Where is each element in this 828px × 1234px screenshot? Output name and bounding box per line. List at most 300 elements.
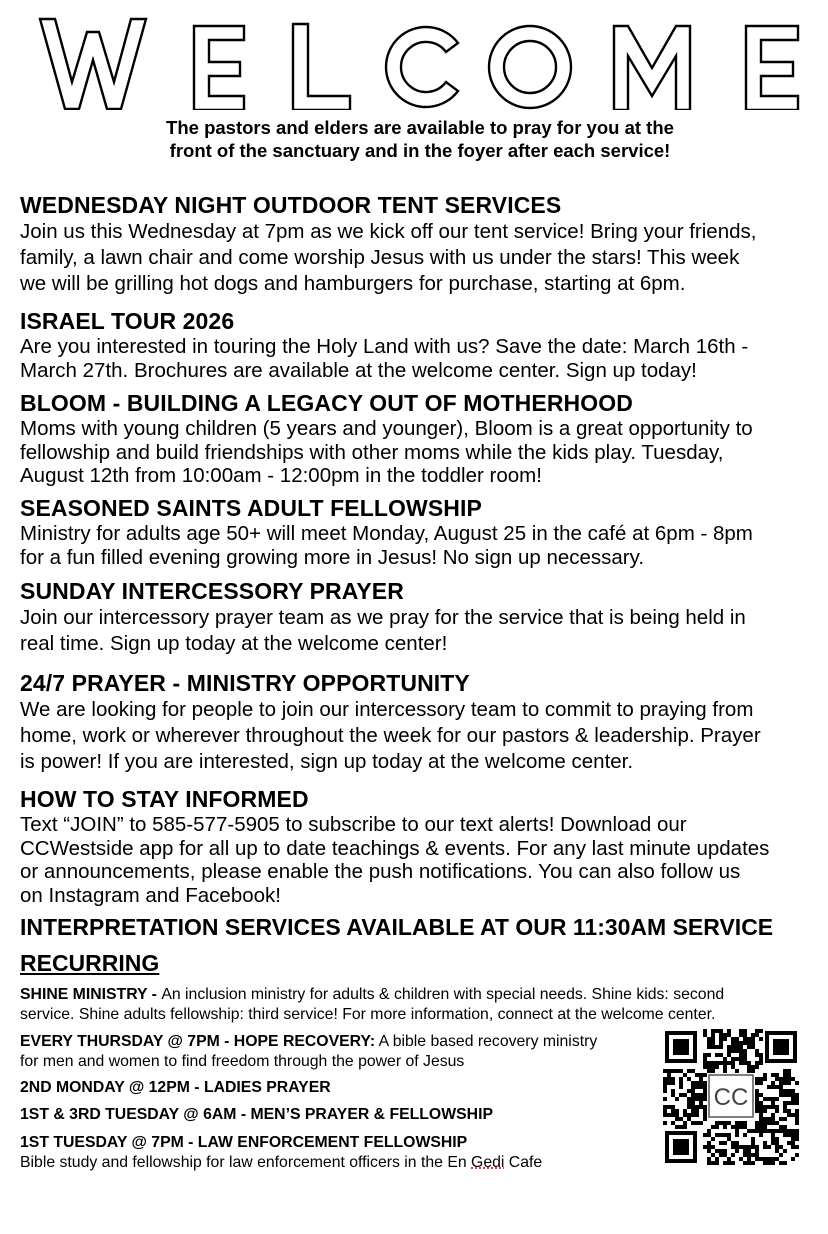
qr-module bbox=[711, 1069, 715, 1073]
qr-module bbox=[791, 1101, 795, 1105]
qr-module bbox=[759, 1109, 763, 1113]
qr-module bbox=[787, 1093, 791, 1097]
qr-module bbox=[759, 1093, 763, 1097]
qr-module bbox=[759, 1129, 763, 1133]
qr-module bbox=[719, 1061, 723, 1065]
law-text-a: Bible study and fellowship for law enforcement officers in the En bbox=[20, 1154, 472, 1171]
qr-module bbox=[723, 1141, 727, 1145]
shine-ministry bbox=[20, 985, 820, 1025]
qr-module bbox=[787, 1129, 791, 1133]
qr-module bbox=[787, 1101, 791, 1105]
qr-module bbox=[795, 1145, 799, 1149]
qr-module bbox=[667, 1081, 671, 1085]
qr-module bbox=[767, 1117, 771, 1121]
qr-module bbox=[727, 1045, 731, 1049]
ladies-prayer-label: 2ND MONDAY @ 12PM - LADIES PRAYER bbox=[20, 1079, 331, 1096]
qr-module bbox=[747, 1153, 751, 1157]
letter-e-2 bbox=[746, 26, 798, 110]
qr-finder-top-right bbox=[765, 1031, 797, 1063]
qr-module bbox=[703, 1061, 707, 1065]
qr-module bbox=[723, 1121, 727, 1125]
qr-module bbox=[791, 1077, 795, 1081]
qr-module bbox=[707, 1045, 711, 1049]
qr-module bbox=[775, 1145, 779, 1149]
qr-module bbox=[731, 1049, 735, 1053]
qr-module bbox=[743, 1029, 747, 1033]
qr-module bbox=[775, 1141, 779, 1145]
qr-module bbox=[763, 1097, 767, 1101]
qr-module bbox=[783, 1077, 787, 1081]
qr-module bbox=[719, 1053, 723, 1057]
qr-module bbox=[775, 1085, 779, 1089]
section-title: BLOOM - BUILDING A LEGACY OUT OF MOTHERHOOD bbox=[20, 390, 633, 416]
qr-module bbox=[727, 1029, 731, 1033]
qr-module bbox=[735, 1145, 739, 1149]
qr-module bbox=[783, 1117, 787, 1121]
qr-module bbox=[779, 1129, 783, 1133]
qr-module bbox=[699, 1073, 703, 1077]
qr-module bbox=[759, 1037, 763, 1041]
qr-module bbox=[703, 1097, 707, 1101]
qr-module bbox=[739, 1145, 743, 1149]
qr-module bbox=[695, 1109, 699, 1113]
section-title: WEDNESDAY NIGHT OUTDOOR TENT SERVICES bbox=[20, 192, 562, 218]
qr-module bbox=[663, 1121, 667, 1125]
qr-module bbox=[675, 1113, 679, 1117]
qr-module bbox=[695, 1073, 699, 1077]
qr-module bbox=[743, 1061, 747, 1065]
qr-module bbox=[783, 1105, 787, 1109]
qr-module bbox=[679, 1081, 683, 1085]
qr-module bbox=[727, 1133, 731, 1137]
qr-module bbox=[711, 1065, 715, 1069]
qr-module bbox=[763, 1141, 767, 1145]
qr-module bbox=[743, 1125, 747, 1129]
qr-module bbox=[687, 1113, 691, 1117]
qr-module bbox=[723, 1149, 727, 1153]
qr-module bbox=[783, 1081, 787, 1085]
law-label: 1ST TUESDAY @ 7PM - LAW ENFORCEMENT FELLOWSHIP bbox=[20, 1134, 468, 1151]
qr-module bbox=[739, 1045, 743, 1049]
qr-module bbox=[795, 1117, 799, 1121]
section-line: CCWestside app for all up to date teachings & events. For any last minute updates bbox=[20, 836, 770, 860]
qr-module bbox=[783, 1161, 787, 1165]
qr-module bbox=[751, 1153, 755, 1157]
qr-module bbox=[755, 1089, 759, 1093]
qr-module bbox=[695, 1085, 699, 1089]
qr-module bbox=[687, 1105, 691, 1109]
qr-module bbox=[791, 1089, 795, 1093]
qr-module bbox=[695, 1097, 699, 1101]
intro-line-1: The pastors and elders are available to pray for you at the bbox=[166, 117, 674, 138]
qr-module bbox=[719, 1149, 723, 1153]
qr-module bbox=[703, 1029, 707, 1033]
qr-module bbox=[771, 1141, 775, 1145]
qr-module bbox=[663, 1089, 667, 1093]
qr-module bbox=[771, 1133, 775, 1137]
qr-module bbox=[679, 1077, 683, 1081]
qr-module bbox=[671, 1113, 675, 1117]
qr-module bbox=[723, 1033, 727, 1037]
qr-module bbox=[751, 1065, 755, 1069]
qr-module bbox=[771, 1101, 775, 1105]
qr-module bbox=[703, 1089, 707, 1093]
qr-module bbox=[767, 1121, 771, 1125]
law-text-b: Gedi bbox=[471, 1154, 505, 1171]
qr-module bbox=[787, 1077, 791, 1081]
section-line: real time. Sign up today at the welcome center! bbox=[20, 632, 448, 655]
qr-module bbox=[703, 1133, 707, 1137]
qr-module bbox=[791, 1137, 795, 1141]
qr-module bbox=[691, 1121, 695, 1125]
letter-e bbox=[194, 26, 244, 110]
qr-module bbox=[775, 1149, 779, 1153]
qr-module bbox=[671, 1081, 675, 1085]
qr-finder-top-left bbox=[665, 1031, 697, 1063]
qr-module bbox=[739, 1057, 743, 1061]
qr-module bbox=[687, 1117, 691, 1121]
qr-module bbox=[763, 1145, 767, 1149]
qr-module bbox=[719, 1033, 723, 1037]
qr-module bbox=[711, 1029, 715, 1033]
qr-module bbox=[695, 1113, 699, 1117]
qr-module bbox=[675, 1109, 679, 1113]
qr-module bbox=[715, 1065, 719, 1069]
qr-module bbox=[767, 1129, 771, 1133]
qr-module bbox=[747, 1149, 751, 1153]
qr-module bbox=[783, 1101, 787, 1105]
qr-module bbox=[771, 1157, 775, 1161]
qr-module bbox=[719, 1141, 723, 1145]
qr-module bbox=[703, 1081, 707, 1085]
qr-module bbox=[691, 1089, 695, 1093]
qr-module bbox=[747, 1157, 751, 1161]
intro-text bbox=[0, 116, 828, 162]
qr-module bbox=[731, 1153, 735, 1157]
qr-module bbox=[759, 1077, 763, 1081]
qr-module bbox=[763, 1129, 767, 1133]
qr-module bbox=[679, 1069, 683, 1073]
qr-module bbox=[791, 1133, 795, 1137]
qr-module bbox=[675, 1117, 679, 1121]
qr-module bbox=[767, 1097, 771, 1101]
qr-module bbox=[723, 1037, 727, 1041]
qr-module bbox=[779, 1145, 783, 1149]
qr-module bbox=[755, 1101, 759, 1105]
qr-finder-bottom-left bbox=[665, 1131, 697, 1163]
qr-module bbox=[739, 1041, 743, 1045]
qr-module bbox=[755, 1081, 759, 1085]
qr-module bbox=[779, 1161, 783, 1165]
section-stay-informed bbox=[20, 785, 820, 907]
qr-module bbox=[779, 1153, 783, 1157]
hope-label: EVERY THURSDAY @ 7PM - HOPE RECOVERY: bbox=[20, 1033, 376, 1050]
qr-module bbox=[711, 1045, 715, 1049]
qr-module bbox=[763, 1109, 767, 1113]
qr-code[interactable] bbox=[663, 1029, 799, 1165]
qr-module bbox=[723, 1061, 727, 1065]
qr-module bbox=[707, 1053, 711, 1057]
section-line: Moms with young children (5 years and younger), Bloom is a great opportunity to bbox=[20, 417, 753, 440]
recurring-heading: RECURRING bbox=[20, 950, 160, 976]
interpretation-notice: INTERPRETATION SERVICES AVAILABLE AT OUR 11:30AM SERVICE bbox=[20, 914, 774, 940]
qr-module bbox=[739, 1121, 743, 1125]
qr-module bbox=[727, 1049, 731, 1053]
qr-module bbox=[687, 1097, 691, 1101]
qr-module bbox=[787, 1141, 791, 1145]
ladies-prayer bbox=[20, 1078, 331, 1098]
qr-module bbox=[751, 1045, 755, 1049]
qr-module bbox=[795, 1093, 799, 1097]
section-line: is power! If you are interested, sign up today at the welcome center. bbox=[20, 750, 634, 773]
section-line: Text “JOIN” to 585-577-5905 to subscribe to our text alerts! Download our bbox=[20, 813, 687, 836]
qr-module bbox=[751, 1129, 755, 1133]
qr-module bbox=[759, 1157, 763, 1161]
qr-module bbox=[763, 1125, 767, 1129]
qr-module bbox=[755, 1145, 759, 1149]
qr-module bbox=[707, 1061, 711, 1065]
qr-module bbox=[691, 1069, 695, 1073]
qr-module bbox=[771, 1113, 775, 1117]
qr-module bbox=[719, 1121, 723, 1125]
qr-module bbox=[743, 1057, 747, 1061]
qr-module bbox=[779, 1081, 783, 1085]
qr-module bbox=[739, 1125, 743, 1129]
qr-module bbox=[743, 1049, 747, 1053]
qr-module bbox=[731, 1145, 735, 1149]
shine-text: An inclusion ministry for adults & children with special needs. Shine kids: second bbox=[161, 986, 725, 1003]
qr-module bbox=[707, 1133, 711, 1137]
qr-module bbox=[691, 1105, 695, 1109]
qr-module bbox=[715, 1061, 719, 1065]
qr-module bbox=[775, 1129, 779, 1133]
qr-module bbox=[791, 1141, 795, 1145]
qr-module bbox=[711, 1161, 715, 1165]
qr-module bbox=[743, 1033, 747, 1037]
qr-module bbox=[783, 1149, 787, 1153]
qr-module bbox=[747, 1129, 751, 1133]
qr-module bbox=[711, 1137, 715, 1141]
qr-module bbox=[691, 1109, 695, 1113]
qr-module bbox=[703, 1117, 707, 1121]
qr-module bbox=[731, 1065, 735, 1069]
qr-module bbox=[751, 1141, 755, 1145]
section-title: ISRAEL TOUR 2026 bbox=[20, 308, 235, 334]
qr-module bbox=[731, 1041, 735, 1045]
qr-module bbox=[719, 1153, 723, 1157]
qr-module bbox=[711, 1041, 715, 1045]
section-intercessory-prayer bbox=[20, 577, 820, 657]
qr-module bbox=[787, 1073, 791, 1077]
qr-module bbox=[739, 1157, 743, 1161]
qr-module bbox=[755, 1149, 759, 1153]
qr-module bbox=[791, 1097, 795, 1101]
qr-module bbox=[735, 1125, 739, 1129]
qr-module bbox=[735, 1121, 739, 1125]
qr-module bbox=[719, 1029, 723, 1033]
section-line: Are you interested in touring the Holy Land with us? Save the date: March 16th - bbox=[20, 335, 749, 358]
qr-module bbox=[683, 1125, 687, 1129]
section-line: Join our intercessory prayer team as we pray for the service that is being held in bbox=[20, 606, 746, 629]
qr-module bbox=[767, 1085, 771, 1089]
qr-module bbox=[743, 1053, 747, 1057]
qr-module bbox=[743, 1145, 747, 1149]
qr-module bbox=[751, 1033, 755, 1037]
qr-module bbox=[771, 1137, 775, 1141]
qr-module bbox=[783, 1129, 787, 1133]
qr-module bbox=[743, 1041, 747, 1045]
qr-module bbox=[775, 1121, 779, 1125]
qr-module bbox=[779, 1125, 783, 1129]
qr-module bbox=[775, 1157, 779, 1161]
qr-module bbox=[755, 1061, 759, 1065]
qr-module bbox=[791, 1093, 795, 1097]
qr-module bbox=[699, 1097, 703, 1101]
qr-module bbox=[663, 1077, 667, 1081]
letter-m bbox=[614, 26, 690, 110]
qr-center-text: CC bbox=[713, 1084, 749, 1111]
qr-module bbox=[779, 1089, 783, 1093]
qr-module bbox=[787, 1113, 791, 1117]
qr-module bbox=[779, 1117, 783, 1121]
qr-module bbox=[667, 1069, 671, 1073]
qr-module bbox=[783, 1093, 787, 1097]
qr-module bbox=[795, 1137, 799, 1141]
qr-module bbox=[703, 1113, 707, 1117]
qr-module bbox=[679, 1085, 683, 1089]
qr-module bbox=[795, 1097, 799, 1101]
letter-c bbox=[386, 27, 458, 107]
section-seasoned-saints bbox=[20, 494, 820, 569]
qr-module bbox=[727, 1061, 731, 1065]
qr-module bbox=[707, 1041, 711, 1045]
qr-module bbox=[723, 1057, 727, 1061]
qr-module bbox=[791, 1145, 795, 1149]
qr-module bbox=[795, 1129, 799, 1133]
shine-text-2: service. Shine adults fellowship: third service! For more information, connect at the welcome center. bbox=[20, 1006, 716, 1023]
qr-module bbox=[731, 1061, 735, 1065]
qr-module bbox=[687, 1077, 691, 1081]
qr-module bbox=[667, 1113, 671, 1117]
qr-module bbox=[703, 1053, 707, 1057]
qr-module bbox=[751, 1137, 755, 1141]
qr-module bbox=[735, 1045, 739, 1049]
qr-module bbox=[727, 1033, 731, 1037]
qr-module bbox=[715, 1157, 719, 1161]
qr-module bbox=[671, 1093, 675, 1097]
qr-module bbox=[695, 1105, 699, 1109]
mens-prayer bbox=[20, 1105, 493, 1125]
qr-module bbox=[775, 1073, 779, 1077]
qr-module bbox=[699, 1121, 703, 1125]
qr-module bbox=[787, 1109, 791, 1113]
qr-module bbox=[683, 1121, 687, 1125]
qr-module bbox=[763, 1157, 767, 1161]
qr-module bbox=[771, 1117, 775, 1121]
qr-module bbox=[723, 1125, 727, 1129]
qr-module bbox=[735, 1069, 739, 1073]
qr-module bbox=[747, 1161, 751, 1165]
qr-module bbox=[699, 1105, 703, 1109]
qr-module bbox=[751, 1161, 755, 1165]
qr-module bbox=[723, 1161, 727, 1165]
qr-module bbox=[755, 1049, 759, 1053]
qr-module bbox=[735, 1129, 739, 1133]
section-line: or announcements, please enable the push notifications. You can also follow us bbox=[20, 860, 741, 883]
letter-o bbox=[489, 26, 571, 108]
qr-module bbox=[775, 1109, 779, 1113]
qr-module bbox=[731, 1057, 735, 1061]
qr-module bbox=[719, 1045, 723, 1049]
section-israel-tour bbox=[20, 307, 820, 382]
qr-module bbox=[739, 1029, 743, 1033]
qr-module bbox=[755, 1157, 759, 1161]
qr-module bbox=[767, 1145, 771, 1149]
qr-module bbox=[755, 1053, 759, 1057]
section-line: March 27th. Brochures are available at the welcome center. Sign up today! bbox=[20, 358, 697, 382]
section-line: home, work or wherever throughout the week for our pastors & leadership. Prayer bbox=[20, 724, 761, 747]
qr-module bbox=[759, 1057, 763, 1061]
section-line: August 12th from 10:00am - 12:00pm in the toddler room! bbox=[20, 464, 542, 487]
qr-module bbox=[683, 1093, 687, 1097]
qr-module bbox=[759, 1113, 763, 1117]
qr-module bbox=[707, 1065, 711, 1069]
section-title: SUNDAY INTERCESSORY PRAYER bbox=[20, 578, 404, 604]
letter-l bbox=[293, 24, 350, 110]
qr-module bbox=[687, 1089, 691, 1093]
qr-module bbox=[759, 1101, 763, 1105]
qr-module bbox=[711, 1037, 715, 1041]
qr-module bbox=[759, 1125, 763, 1129]
qr-module bbox=[703, 1065, 707, 1069]
qr-module bbox=[715, 1029, 719, 1033]
qr-module bbox=[751, 1069, 755, 1073]
qr-module bbox=[691, 1113, 695, 1117]
qr-module bbox=[743, 1149, 747, 1153]
qr-module bbox=[663, 1105, 667, 1109]
qr-module bbox=[667, 1105, 671, 1109]
qr-module bbox=[791, 1129, 795, 1133]
qr-module bbox=[691, 1081, 695, 1085]
welcome-banner bbox=[0, 10, 828, 110]
qr-module bbox=[683, 1073, 687, 1077]
section-line: on Instagram and Facebook! bbox=[20, 883, 281, 907]
section-line: for a fun filled evening growing more in Jesus! No sign up necessary. bbox=[20, 545, 645, 569]
letter-w bbox=[40, 19, 146, 109]
qr-module bbox=[759, 1133, 763, 1137]
qr-module bbox=[755, 1109, 759, 1113]
qr-module bbox=[691, 1101, 695, 1105]
qr-module bbox=[703, 1073, 707, 1077]
qr-module bbox=[735, 1049, 739, 1053]
qr-module bbox=[715, 1133, 719, 1137]
qr-module bbox=[775, 1077, 779, 1081]
qr-module bbox=[699, 1085, 703, 1089]
qr-module bbox=[731, 1037, 735, 1041]
qr-module bbox=[703, 1085, 707, 1089]
qr-module bbox=[739, 1061, 743, 1065]
qr-module bbox=[711, 1153, 715, 1157]
qr-module bbox=[723, 1069, 727, 1073]
qr-module bbox=[691, 1097, 695, 1101]
section-247-prayer bbox=[20, 669, 820, 775]
qr-module bbox=[663, 1085, 667, 1089]
section-bloom bbox=[20, 389, 820, 488]
qr-module bbox=[747, 1061, 751, 1065]
qr-module bbox=[743, 1161, 747, 1165]
qr-module bbox=[783, 1125, 787, 1129]
qr-module bbox=[663, 1081, 667, 1085]
